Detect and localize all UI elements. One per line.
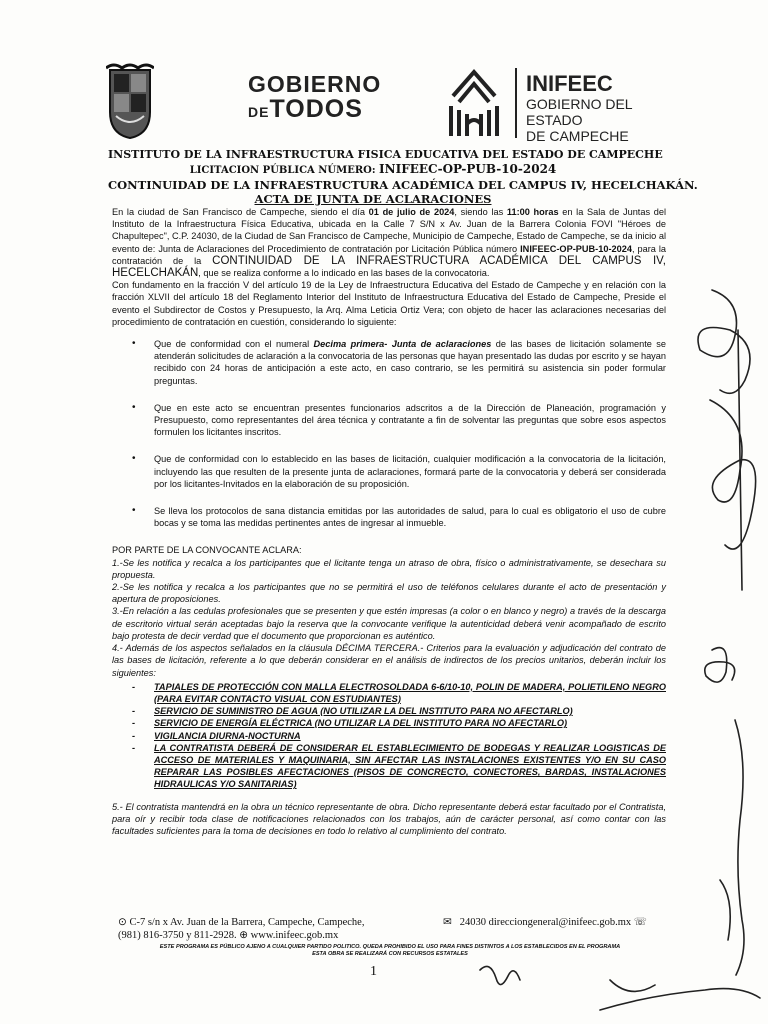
location-pin-icon: ⊙: [118, 917, 127, 928]
list-item: • Se lleva los protocolos de sana distancia emitidas por las autoridades de salud, para lo cual es obligatorio el uso de cubre bocas y se toma las medidas pertinentes antes de ingresar al inmueble.: [132, 505, 666, 529]
project-title: CONTINUIDAD DE LA INFRAESTRUCTURA ACADÉMICA DEL CAMPUS IV, HECELCHAKÁN.: [108, 178, 698, 192]
list-item: - SERVICIO DE SUMINISTRO DE AGUA (NO UTILIZAR LA DEL INSTITUTO PARA NO AFECTARLO): [132, 706, 573, 717]
list-item: • Que de conformidad con el numeral Decima primera- Junta de aclaraciones de las bases de licitación solamente se atenderán solicitudes de aclaración a la convocatoria de las personas que hayan presentado las dudas por escrito y se hayan recibido con 24 horas de anticipación a este acto, en caso contrario, se les permitirá su asistencia sin poder formular preguntas.: [132, 338, 666, 386]
institute-title: INSTITUTO DE LA INFRAESTRUCTURA FISICA EDUCATIVA DEL ESTADO DE CAMPECHE: [108, 148, 663, 161]
footer-phones: (981) 816-3750 y 811-2928.: [118, 930, 237, 941]
aclara-point-1: 1.-Se les notifica y recalca a los participantes que el licitante tenga un atraso de obra, físico o administrativamente, se desechara su propuesta.: [112, 557, 666, 580]
tender-number-line: LICITACION PÚBLICA NÚMERO: INIFEEC-OP-PUB-10-2024: [189, 162, 557, 176]
aclara-point-5: 5.- El contratista mantendrá en la obra un técnico representante de obra. Dicho representante deberá estar facultado por el Contratista, para oír y recibir toda clase de notificaciones relacionados con los trabajos, aún de carácter personal, así como contar con las facultades suficientes para la toma de decisiones en todo lo relativo al cumplimiento del contrato.: [112, 801, 666, 836]
inifeec-logo-icon: [445, 66, 503, 140]
aclara-point-4: 4.- Además de los aspectos señalados en la cláusula DÉCIMA TERCERA.- Criterios para la evaluación y adjudicación del contrato de las bases de licitación, referente a lo que deberán considerar en el análisis de indirectos de los precios unitarios, deberán incluir los siguientes:: [112, 643, 666, 678]
acta-title: ACTA DE JUNTA DE ACLARACIONES: [254, 192, 492, 206]
globe-icon: ⊕: [239, 930, 249, 941]
document-titles: [108, 148, 698, 206]
list-item: - TAPIALES DE PROTECCIÓN CON MALLA ELECTROSOLDADA 6-6/10-10, POLIN DE MADERA, POLIETILENO NEGRO (PARA EVITAR CONTACTO VISUAL CON ESTUDIANTES): [132, 681, 666, 704]
list-item: • Que de conformidad con lo establecido en las bases de licitación, cualquier modificación a la convocatoria de la licitación, incluyendo las que resulten de la presente junta de aclaraciones, formará parte de la convocatoria y deberá ser considerada por los licitantes-Invitados en la elaboración de su proposición.: [132, 453, 666, 489]
campeche-coat-of-arms-icon: [106, 62, 154, 140]
footer-web[interactable]: www.inifeec.gob.mx: [250, 930, 339, 941]
letterhead: [100, 62, 660, 142]
page-number: 1: [370, 964, 377, 979]
logo-divider: [515, 68, 517, 138]
document-body: [112, 206, 666, 837]
aclara-heading: POR PARTE DE LA CONVOCANTE ACLARA:: [112, 545, 302, 556]
considerations-list: [112, 338, 666, 529]
list-item: • Que en este acto se encuentran presentes funcionarios adscritos a de la Dirección de Planeación, programación y Presupuesto, como representantes del área técnica y contratante a fin de solventar las preguntas que sobre esos aspectos formulen los licitantes inscritos.: [132, 401, 666, 438]
indirect-costs-list: [112, 681, 666, 791]
footer-address: C-7 s/n x Av. Juan de la Barrera, Campeche, Campeche,: [129, 917, 365, 928]
intro-paragraph: En la ciudad de San Francisco de Campeche, siendo el día 01 de julio de 2024, siendo las 11:00 horas en la Sala de Juntas del Instituto de la Infraestructura Física Educativa, ubicada en la Calle 7 S/N x Av. Juan de la Barrera Colonia FOVI "Héroes de Chapultepec", C.P. 24030, de la Ciudad de San Francisco de Campeche, Municipio de Campeche, Estado de Campeche, se da inicio al evento de: Junta de Aclaraciones del Procedimiento de contratación por Licitación Pública número INIFEEC-OP-PUB-10-2024, para la contratación de la CONTINUIDAD DE LA INFRAESTRUCTURA ACADÉMICA DEL CAMPUS IV, HECELCHAKÁN, que se realiza conforme a lo indicado en las bases de la convocatoria.: [112, 207, 667, 280]
list-item: - VIGILANCIA DIURNA-NOCTURNA: [132, 730, 301, 741]
phone-icon: ☏: [633, 917, 647, 928]
list-item: - SERVICIO DE ENERGÍA ELÉCTRICA (NO UTILIZAR LA DEL INSTITUTO PARA NO AFECTARLO): [132, 718, 568, 729]
inifeec-wordmark: INIFEEC GOBIERNO DEL ESTADO DE CAMPECHE: [526, 71, 633, 144]
list-item: - LA CONTRATISTA DEBERÁ DE CONSIDERAR EL ESTABLECIMIENTO DE BODEGAS Y REALIZAR LOGISTICAS DE ACCESO DE MATERIALES Y MAQUINARIA, SIN AFECTAR LAS INSTALACIONES EXISTENTES Y/O EN SU CASO REPARAR LAS POSIBLES AFECTACIONES (PISOS DE CONCRECTO, CONECTORES, BARDAS, INSTALACIONES HIDRAULICAS Y/O SANITARIAS): [132, 742, 666, 790]
envelope-icon: ✉: [443, 917, 452, 928]
aclara-point-2: 2.-Se les notifica y recalca a los participantes que no se permitirá el uso de teléfonos celulares durante el acto de presentación y apertura de proposiciones.: [112, 582, 666, 605]
fundamento-paragraph: Con fundamento en la fracción V del artículo 19 de la Ley de Infraestructura Educativa del Estado de Campeche y en relación con la fracción XLVII del artículo 18 del Reglamento Interior del Instituto de Infraestructura Educativa del Estado de Campeche, Preside el evento el Subdirector de Costos y Presupuesto, la Arq. Alma Leticia Ortiz Vera; con objeto de hacer las aclaraciones necesarias del procedimiento de contratación en cuestión, considerando lo siguiente:: [112, 280, 666, 327]
footer-contact: [118, 916, 678, 942]
footer-email: 24030 direcciongeneral@inifeec.gob.mx: [459, 917, 632, 928]
gobierno-de-todos-logo: GOBIERNO DETODOS: [248, 71, 382, 123]
aclara-point-3: 3.-En relación a las cedulas profesionales que se presenten y que estén impresas (a color o en blanco y negro) a través de la descarga de escritorio virtual serán aceptadas bajo la reserva que la convocante verifique la autenticidad deberá venir acompañado de escrito bajo protesta de decir verdad que el documento que proporcionan es auténtico.: [112, 606, 666, 641]
footer-disclaimer: ESTE PROGRAMA ES PÚBLICO AJENO A CUALQUIER PARTIDO POLITICO. QUEDA PROHIBIDO EL USO PARA FINES DISTINTOS A LOS ESTABLECIDOS EN EL PROGRAMA ESTA OBRA SE REALIZARÁ CON RECURSOS ESTATALES: [159, 944, 621, 957]
